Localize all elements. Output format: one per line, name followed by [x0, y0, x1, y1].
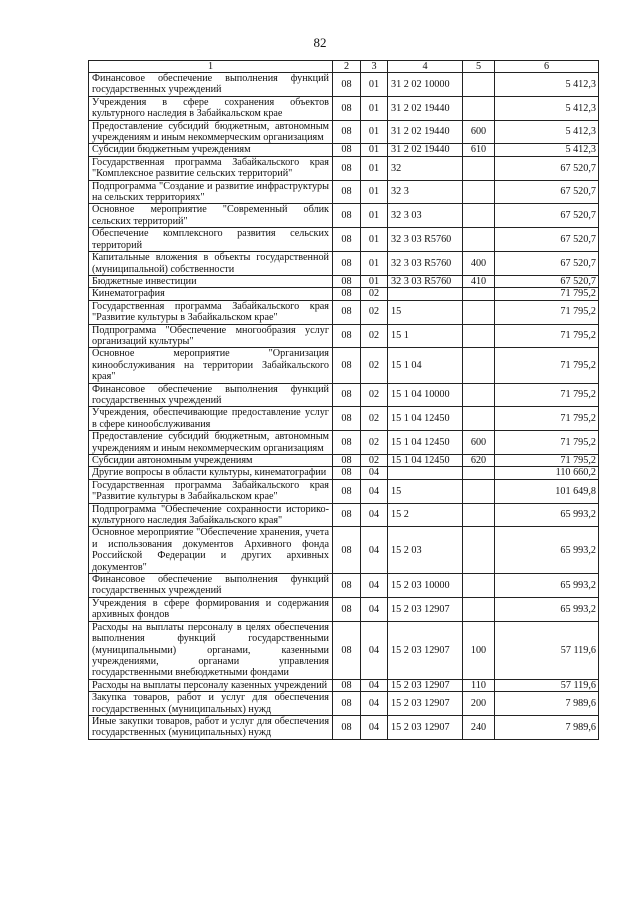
expense-type-cell [463, 383, 495, 407]
expense-type-cell [463, 73, 495, 97]
target-item-cell: 32 [388, 156, 463, 180]
row-name-cell: Другие вопросы в области культуры, кинематографии [89, 467, 333, 479]
amount-cell: 67 520,7 [495, 180, 599, 204]
row-name-cell: Иные закупки товаров, работ и услуг для обеспечения государственных (муниципальных) нужд [89, 715, 333, 739]
section-cell: 08 [333, 431, 361, 455]
table-row [89, 96, 599, 120]
row-name-cell: Финансовое обеспечение выполнения функций государственных учреждений [89, 73, 333, 97]
table-row [89, 455, 599, 467]
table-row [89, 144, 599, 156]
target-item-cell: 15 2 [388, 503, 463, 527]
target-item-cell: 31 2 02 19440 [388, 120, 463, 144]
target-item-cell: 15 [388, 479, 463, 503]
amount-cell: 71 795,2 [495, 431, 599, 455]
subsection-cell: 02 [361, 348, 388, 383]
expense-type-cell: 410 [463, 275, 495, 287]
target-item-cell: 15 1 [388, 324, 463, 348]
expense-type-cell [463, 288, 495, 300]
expense-type-cell [463, 467, 495, 479]
row-name-cell: Государственная программа Забайкальского края "Развитие культуры в Забайкальском крае" [89, 479, 333, 503]
amount-cell: 71 795,2 [495, 288, 599, 300]
subsection-cell: 02 [361, 300, 388, 324]
subsection-cell: 01 [361, 252, 388, 276]
table-row [89, 275, 599, 287]
row-name-cell: Капитальные вложения в объекты государственной (муниципальной) собственности [89, 252, 333, 276]
table-row [89, 407, 599, 431]
amount-cell: 67 520,7 [495, 204, 599, 228]
amount-cell: 5 412,3 [495, 73, 599, 97]
section-cell: 08 [333, 574, 361, 598]
amount-cell: 101 649,8 [495, 479, 599, 503]
amount-cell: 67 520,7 [495, 252, 599, 276]
expense-type-cell [463, 407, 495, 431]
expense-type-cell: 600 [463, 120, 495, 144]
subsection-cell: 01 [361, 275, 388, 287]
amount-cell: 7 989,6 [495, 692, 599, 716]
section-cell: 08 [333, 324, 361, 348]
section-cell: 08 [333, 479, 361, 503]
target-item-cell: 15 1 04 12450 [388, 407, 463, 431]
section-cell: 08 [333, 597, 361, 621]
expense-type-cell [463, 324, 495, 348]
subsection-cell: 02 [361, 288, 388, 300]
subsection-cell: 02 [361, 407, 388, 431]
target-item-cell: 15 2 03 12907 [388, 692, 463, 716]
subsection-cell: 01 [361, 228, 388, 252]
subsection-cell: 04 [361, 621, 388, 679]
table-row [89, 383, 599, 407]
table-row [89, 621, 599, 679]
section-cell: 08 [333, 180, 361, 204]
amount-cell: 65 993,2 [495, 527, 599, 574]
subsection-cell: 04 [361, 692, 388, 716]
section-cell: 08 [333, 715, 361, 739]
section-cell: 08 [333, 252, 361, 276]
table-header-row [89, 61, 599, 73]
expense-type-cell: 200 [463, 692, 495, 716]
amount-cell: 71 795,2 [495, 324, 599, 348]
budget-table [88, 60, 599, 740]
amount-cell: 57 119,6 [495, 621, 599, 679]
expense-type-cell [463, 574, 495, 598]
amount-cell: 71 795,2 [495, 455, 599, 467]
table-row [89, 252, 599, 276]
table-row [89, 679, 599, 691]
column-header: 1 [89, 61, 333, 73]
target-item-cell: 15 1 04 12450 [388, 455, 463, 467]
subsection-cell: 04 [361, 679, 388, 691]
amount-cell: 65 993,2 [495, 503, 599, 527]
table-row [89, 73, 599, 97]
row-name-cell: Расходы на выплаты персоналу в целях обеспечения выполнения функций государственными (муниципальными) органами, казенными учреждениями, органами управления государственными внебюджетными фондами [89, 621, 333, 679]
table-row [89, 228, 599, 252]
row-name-cell: Расходы на выплаты персоналу казенных учреждений [89, 679, 333, 691]
row-name-cell: Подпрограмма "Создание и развитие инфраструктуры на сельских территориях" [89, 180, 333, 204]
amount-cell: 71 795,2 [495, 407, 599, 431]
expense-type-cell [463, 228, 495, 252]
table-row [89, 715, 599, 739]
row-name-cell: Финансовое обеспечение выполнения функций государственных учреждений [89, 383, 333, 407]
table-row [89, 431, 599, 455]
subsection-cell: 02 [361, 455, 388, 467]
row-name-cell: Бюджетные инвестиции [89, 275, 333, 287]
column-header: 2 [333, 61, 361, 73]
subsection-cell: 04 [361, 503, 388, 527]
target-item-cell: 31 2 02 19440 [388, 144, 463, 156]
section-cell: 08 [333, 467, 361, 479]
target-item-cell: 15 2 03 12907 [388, 621, 463, 679]
section-cell: 08 [333, 407, 361, 431]
expense-type-cell [463, 348, 495, 383]
amount-cell: 65 993,2 [495, 597, 599, 621]
amount-cell: 67 520,7 [495, 156, 599, 180]
row-name-cell: Субсидии бюджетным учреждениям [89, 144, 333, 156]
table-row [89, 574, 599, 598]
subsection-cell: 01 [361, 144, 388, 156]
table-row [89, 597, 599, 621]
amount-cell: 71 795,2 [495, 383, 599, 407]
target-item-cell: 15 2 03 12907 [388, 679, 463, 691]
table-row [89, 348, 599, 383]
amount-cell: 7 989,6 [495, 715, 599, 739]
expense-type-cell [463, 479, 495, 503]
target-item-cell: 15 2 03 [388, 527, 463, 574]
amount-cell: 5 412,3 [495, 96, 599, 120]
expense-type-cell: 110 [463, 679, 495, 691]
target-item-cell: 32 3 03 R5760 [388, 252, 463, 276]
amount-cell: 67 520,7 [495, 275, 599, 287]
row-name-cell: Предоставление субсидий бюджетным, автономным учреждениям и иным некоммерческим организациям [89, 431, 333, 455]
column-header: 5 [463, 61, 495, 73]
table-row [89, 527, 599, 574]
subsection-cell: 02 [361, 383, 388, 407]
target-item-cell: 15 1 04 12450 [388, 431, 463, 455]
target-item-cell: 31 2 02 10000 [388, 73, 463, 97]
row-name-cell: Учреждения, обеспечивающие предоставление услуг в сфере кинообслуживания [89, 407, 333, 431]
expense-type-cell: 610 [463, 144, 495, 156]
section-cell: 08 [333, 275, 361, 287]
table-row [89, 467, 599, 479]
expense-type-cell [463, 180, 495, 204]
section-cell: 08 [333, 228, 361, 252]
row-name-cell: Основное мероприятие "Обеспечение хранения, учета и использования документов Архивного фонда Российской Федерации и других архивных документов" [89, 527, 333, 574]
section-cell: 08 [333, 120, 361, 144]
target-item-cell [388, 288, 463, 300]
section-cell: 08 [333, 383, 361, 407]
column-header: 6 [495, 61, 599, 73]
expense-type-cell [463, 527, 495, 574]
row-name-cell: Государственная программа Забайкальского края "Развитие культуры в Забайкальском крае" [89, 300, 333, 324]
table-row [89, 692, 599, 716]
expense-type-cell [463, 96, 495, 120]
section-cell: 08 [333, 73, 361, 97]
section-cell: 08 [333, 144, 361, 156]
table-row [89, 288, 599, 300]
section-cell: 08 [333, 503, 361, 527]
expense-type-cell: 620 [463, 455, 495, 467]
section-cell: 08 [333, 455, 361, 467]
expense-type-cell [463, 300, 495, 324]
expense-type-cell: 100 [463, 621, 495, 679]
row-name-cell: Субсидии автономным учреждениям [89, 455, 333, 467]
subsection-cell: 04 [361, 479, 388, 503]
column-header: 3 [361, 61, 388, 73]
row-name-cell: Учреждения в сфере формирования и содержания архивных фондов [89, 597, 333, 621]
row-name-cell: Кинематография [89, 288, 333, 300]
subsection-cell: 04 [361, 715, 388, 739]
subsection-cell: 01 [361, 120, 388, 144]
target-item-cell: 31 2 02 19440 [388, 96, 463, 120]
section-cell: 08 [333, 96, 361, 120]
page-number: 82 [313, 35, 327, 50]
amount-cell: 67 520,7 [495, 228, 599, 252]
section-cell: 08 [333, 204, 361, 228]
section-cell: 08 [333, 527, 361, 574]
expense-type-cell [463, 204, 495, 228]
target-item-cell: 32 3 03 [388, 204, 463, 228]
table-row [89, 180, 599, 204]
subsection-cell: 04 [361, 597, 388, 621]
section-cell: 08 [333, 300, 361, 324]
expense-type-cell [463, 156, 495, 180]
row-name-cell: Государственная программа Забайкальского края "Комплексное развитие сельских территорий" [89, 156, 333, 180]
table-row [89, 503, 599, 527]
target-item-cell: 32 3 03 R5760 [388, 228, 463, 252]
section-cell: 08 [333, 692, 361, 716]
row-name-cell: Финансовое обеспечение выполнения функций государственных учреждений [89, 574, 333, 598]
section-cell: 08 [333, 348, 361, 383]
section-cell: 08 [333, 679, 361, 691]
target-item-cell [388, 467, 463, 479]
amount-cell: 65 993,2 [495, 574, 599, 598]
row-name-cell: Подпрограмма "Обеспечение сохранности историко-культурного наследия Забайкальского края" [89, 503, 333, 527]
section-cell: 08 [333, 621, 361, 679]
table-row [89, 300, 599, 324]
target-item-cell: 15 1 04 [388, 348, 463, 383]
row-name-cell: Закупка товаров, работ и услуг для обеспечения государственных (муниципальных) нужд [89, 692, 333, 716]
subsection-cell: 04 [361, 574, 388, 598]
table-row [89, 120, 599, 144]
row-name-cell: Подпрограмма "Обеспечение многообразия услуг организаций культуры" [89, 324, 333, 348]
subsection-cell: 01 [361, 156, 388, 180]
expense-type-cell: 600 [463, 431, 495, 455]
target-item-cell: 15 1 04 10000 [388, 383, 463, 407]
table-row [89, 156, 599, 180]
table-row [89, 479, 599, 503]
target-item-cell: 15 2 03 10000 [388, 574, 463, 598]
subsection-cell: 02 [361, 324, 388, 348]
target-item-cell: 32 3 03 R5760 [388, 275, 463, 287]
row-name-cell: Обеспечение комплексного развития сельских территорий [89, 228, 333, 252]
subsection-cell: 01 [361, 96, 388, 120]
amount-cell: 57 119,6 [495, 679, 599, 691]
expense-type-cell [463, 503, 495, 527]
section-cell: 08 [333, 288, 361, 300]
amount-cell: 5 412,3 [495, 120, 599, 144]
subsection-cell: 02 [361, 431, 388, 455]
amount-cell: 5 412,3 [495, 144, 599, 156]
table-row [89, 324, 599, 348]
row-name-cell: Основное мероприятие "Организация кинообслуживания на территории Забайкальского края" [89, 348, 333, 383]
target-item-cell: 32 3 [388, 180, 463, 204]
target-item-cell: 15 2 03 12907 [388, 597, 463, 621]
subsection-cell: 01 [361, 73, 388, 97]
table-row [89, 204, 599, 228]
subsection-cell: 04 [361, 467, 388, 479]
expense-type-cell [463, 597, 495, 621]
column-header: 4 [388, 61, 463, 73]
row-name-cell: Учреждения в сфере сохранения объектов культурного наследия в Забайкальском крае [89, 96, 333, 120]
row-name-cell: Основное мероприятие "Современный облик сельских территорий" [89, 204, 333, 228]
amount-cell: 71 795,2 [495, 300, 599, 324]
subsection-cell: 04 [361, 527, 388, 574]
target-item-cell: 15 [388, 300, 463, 324]
row-name-cell: Предоставление субсидий бюджетным, автономным учреждениям и иным некоммерческим организациям [89, 120, 333, 144]
subsection-cell: 01 [361, 204, 388, 228]
amount-cell: 110 660,2 [495, 467, 599, 479]
expense-type-cell: 240 [463, 715, 495, 739]
target-item-cell: 15 2 03 12907 [388, 715, 463, 739]
section-cell: 08 [333, 156, 361, 180]
subsection-cell: 01 [361, 180, 388, 204]
expense-type-cell: 400 [463, 252, 495, 276]
amount-cell: 71 795,2 [495, 348, 599, 383]
